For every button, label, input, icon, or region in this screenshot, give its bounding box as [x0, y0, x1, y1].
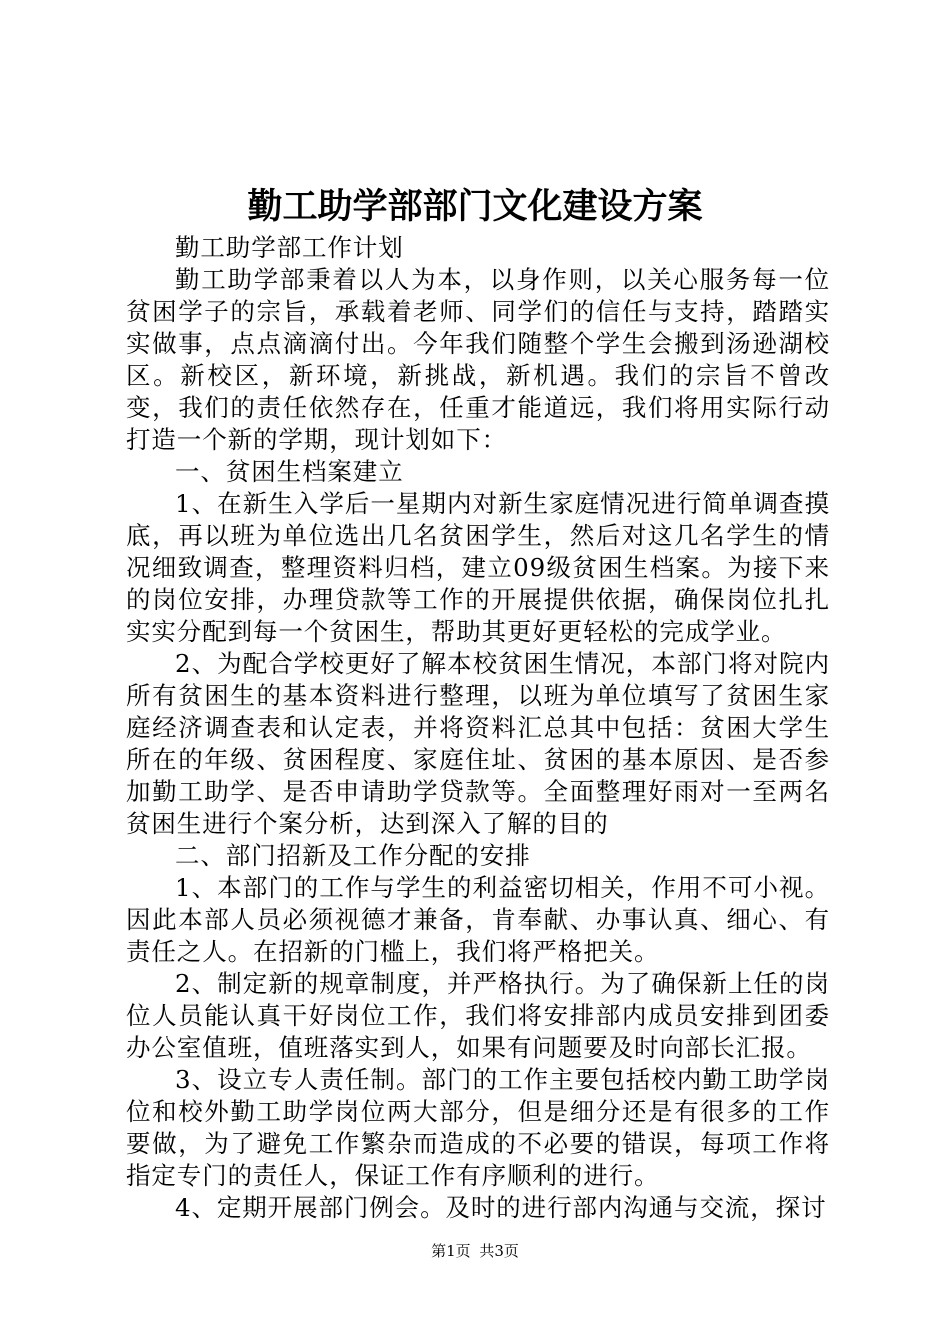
recruitment-item-4: 4、定期开展部门例会。及时的进行部内沟通与交流，探讨 [175, 1193, 827, 1222]
recruitment-item-2: 2、制定新的规章制度，并严格执行。为了确保新上任的岗位人员能认真干好岗位工作，我们将安排部内成员安排到团委办公室值班，值班落实到人，如果有问题要及时向部长汇报。 [126, 969, 830, 1062]
intro-paragraph: 勤工助学部秉着以人为本，以身作则，以关心服务每一位贫困学子的宗旨，承载着老师、同学们的信任与支持，踏踏实实做事，点点滴滴付出。今年我们随整个学生会搬到汤逊湖校区。新校区，新环境，新挑战，新机遇。我们的宗旨不曾改变，我们的责任依然存在，任重才能道远，我们将用实际行动打造一个新的学期，现计划如下： [126, 265, 830, 454]
page-total: 共3页 [479, 1242, 519, 1260]
document-title: 勤工助学部部门文化建设方案 [247, 186, 703, 227]
page-footer [0, 1241, 950, 1261]
archive-item-1: 1、在新生入学后一星期内对新生家庭情况进行简单调查摸底，再以班为单位选出几名贫困学生，然后对这几名学生的情况细致调查，整理资料归档，建立09级贫困生档案。为接下来的岗位安排，办理贷款等工作的开展提供依据，确保岗位扎扎实实分配到每一个贫困生，帮助其更好更轻松的完成学业。 [126, 489, 830, 646]
document-body [126, 232, 830, 1224]
section-heading-work-plan: 勤工助学部工作计划 [175, 233, 404, 262]
section-heading-archive: 一、贫困生档案建立 [175, 457, 404, 486]
archive-item-2: 2、为配合学校更好了解本校贫困生情况，本部门将对院内所有贫困生的基本资料进行整理，以班为单位填写了贫困生家庭经济调查表和认定表，并将资料汇总其中包括：贫困大学生所在的年级、贫困程度、家庭住址、贫困的基本原因、是否参加勤工助学、是否申请助学贷款等。全面整理好雨对一至两名贫困生进行个案分析，达到深入了解的目的 [126, 649, 830, 838]
section-heading-recruitment: 二、部门招新及工作分配的安排 [175, 841, 531, 870]
recruitment-item-3: 3、设立专人责任制。部门的工作主要包括校内勤工助学岗位和校外勤工助学岗位两大部分，但是细分还是有很多的工作要做，为了避免工作繁杂而造成的不必要的错误，每项工作将指定专门的责任人，保证工作有序顺利的进行。 [126, 1065, 830, 1190]
page-number: 第1页 [431, 1242, 471, 1260]
recruitment-item-1: 1、本部门的工作与学生的利益密切相关，作用不可小视。因此本部人员必须视德才兼备，肯奉献、办事认真、细心、有责任之人。在招新的门槛上，我们将严格把关。 [126, 873, 830, 966]
